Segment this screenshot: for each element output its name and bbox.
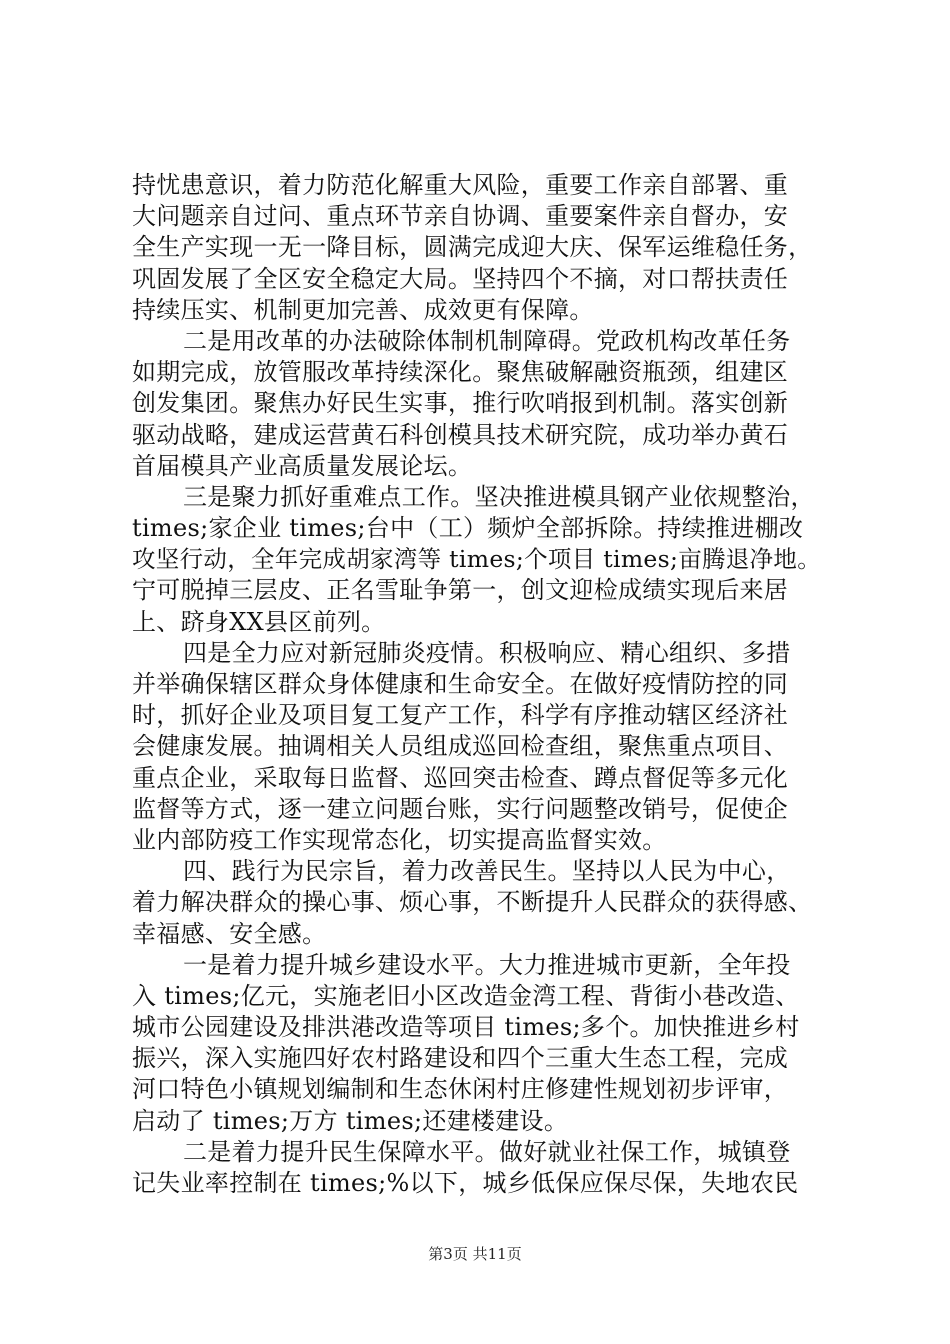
text-line: 全生产实现一无一降目标，圆满完成迎大庆、保军运维稳任务， [132, 233, 813, 262]
text-line: 幸福感、安全感。 [132, 919, 327, 948]
text-line: 记失业率控制在 times;%以下，城乡低保应保尽保，失地农民 [132, 1169, 799, 1197]
text-line: 创发集团。聚焦办好民生实事，推行吹哨报到机制。落实创新 [132, 389, 789, 418]
text-line: 持续压实、机制更加完善、成效更有保障。 [132, 295, 594, 324]
text-line: 四是全力应对新冠肺炎疫情。积极响应、精心组织、多措 [183, 638, 791, 667]
text-line: 河口特色小镇规划编制和生态休闲村庄修建性规划初步评审， [132, 1075, 789, 1104]
text-line: 持忧患意识，着力防范化解重大风险，重要工作亲自部署、重 [132, 171, 789, 199]
text-line: 驱动战略，建成运营黄石科创模具技术研究院，成功举办黄石 [132, 420, 789, 449]
text-line: 振兴，深入实施四好农村路建设和四个三重大生态工程，完成 [132, 1044, 789, 1073]
text-line: 巩固发展了全区安全稳定大局。坚持四个不摘，对口帮扶责任 [132, 264, 789, 293]
text-line: 监督等方式，逐一建立问题台账，实行问题整改销号，促使企 [132, 794, 789, 823]
text-line: 时，抓好企业及项目复工复产工作，科学有序推动辖区经济社 [132, 701, 789, 730]
text-line: 入 times;亿元，实施老旧小区改造金湾工程、背街小巷改造、 [132, 981, 800, 1010]
page-footer: 第3页 共11页 [428, 1245, 522, 1263]
text-line: 二是用改革的办法破除体制机制障碍。党政机构改革任务 [183, 326, 791, 355]
text-line: 首届模具产业高质量发展论坛。 [132, 451, 473, 480]
text-line: 四、践行为民宗旨，着力改善民生。坚持以人民为中心， [183, 857, 791, 886]
text-line: 会健康发展。抽调相关人员组成巡回检查组，聚焦重点项目、 [132, 732, 789, 761]
text-line: 二是着力提升民生保障水平。做好就业社保工作，城镇登 [183, 1137, 791, 1166]
text-line: 业内部防疫工作实现常态化，切实提高监督实效。 [132, 825, 667, 854]
text-line: 攻坚行动，全年完成胡家湾等 times;个项目 times;亩腾退净地。 [132, 545, 821, 574]
text-line: 宁可脱掉三层皮、正名雪耻争第一，创文迎检成绩实现后来居 [132, 576, 789, 605]
text-line: 上、跻身XX县区前列。 [132, 607, 386, 636]
text-line: 城市公园建设及排洪港改造等项目 times;多个。加快推进乡村 [132, 1013, 800, 1042]
text-line: times;家企业 times;台中（工）频炉全部拆除。持续推进棚改 [132, 514, 804, 543]
text-line: 如期完成，放管服改革持续深化。聚焦破解融资瓶颈，组建区 [132, 358, 789, 387]
text-line: 三是聚力抓好重难点工作。坚决推进模具钢产业依规整治， [183, 482, 815, 511]
text-line: 并举确保辖区群众身体健康和生命安全。在做好疫情防控的同 [132, 670, 789, 698]
text-line: 大问题亲自过问、重点环节亲自协调、重要案件亲自督办，安 [132, 202, 789, 231]
text-line: 启动了 times;万方 times;还建楼建设。 [132, 1106, 569, 1135]
text-line: 重点企业，采取每日监督、巡回突击检查、蹲点督促等多元化 [132, 763, 789, 792]
text-line: 一是着力提升城乡建设水平。大力推进城市更新，全年投 [183, 950, 791, 979]
text-line: 着力解决群众的操心事、烦心事，不断提升人民群众的获得感、 [132, 888, 813, 917]
document-body [132, 170, 832, 1199]
